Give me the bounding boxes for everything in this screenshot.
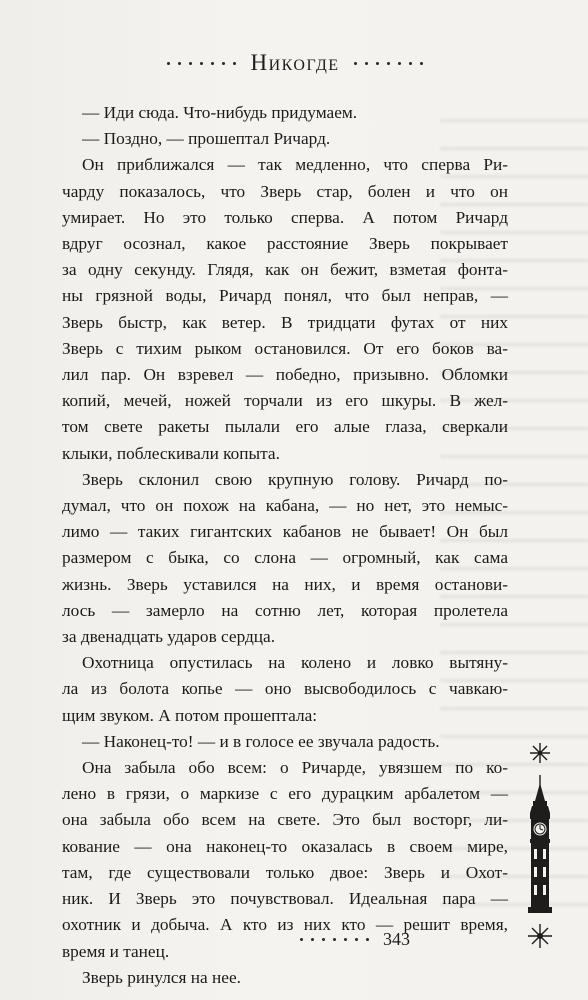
dot-icon [409, 62, 412, 65]
text-line: думал, что он похож на кабана, — но нет, это немыс- [62, 496, 508, 516]
dot-icon [189, 62, 192, 65]
dot-icon [300, 938, 303, 941]
text-line: ла из болота копье — оно высвободилось с чавкаю- [62, 679, 508, 699]
text-line: — Поздно, — прошептал Ричард. [82, 129, 331, 149]
clock-tower-icon [518, 775, 562, 915]
dot-icon [344, 938, 347, 941]
dot-icon [178, 62, 181, 65]
dot-icon [420, 62, 423, 65]
page-footer [300, 925, 510, 953]
text-line: — Иди сюда. Что-нибудь придумаем. [82, 103, 358, 122]
dot-icon [354, 62, 357, 65]
running-header [95, 48, 495, 78]
text-line: копий, мечей, ножей торчали из его шкуры. В жел- [62, 391, 508, 411]
text-line: жизнь. Зверь уставился на них, и время останови- [62, 574, 508, 594]
text-line: за одну секунду. Глядя, как он бежит, взметая фонта- [62, 260, 508, 280]
text-line: Зверь склонил свою крупную голову. Ричард по- [82, 469, 508, 489]
text-line: лимо — таких гигантских кабанов не бывает! Он был [62, 522, 508, 542]
header-dots-left [167, 62, 236, 65]
text-line: ник. И Зверь это почувствовал. Идеальная пара — [62, 889, 508, 909]
dot-icon [222, 62, 225, 65]
text-line: Охотница опустилась на колено и ловко вытяну- [82, 653, 508, 673]
footer-dots [300, 938, 369, 941]
dot-icon [355, 938, 358, 941]
text-line: том свете ракеты пылали его алые глаза, сверкали [62, 417, 508, 437]
text-line: Зверь с тихим рыком остановился. От его боков ва- [62, 338, 508, 358]
dot-icon [311, 938, 314, 941]
dot-icon [333, 938, 336, 941]
text-line: кование — она наконец-то оказалась в своем мире, [62, 836, 508, 856]
text-line: охотник и добыча. А кто из них кто — решит время, [62, 915, 508, 935]
text-line: она забыла обо всем на свете. Это был восторг, ли- [62, 810, 508, 830]
text-line: щим звуком. А потом прошептала: [62, 705, 318, 725]
star-icon [518, 742, 562, 764]
dot-icon [322, 938, 325, 941]
dot-icon [387, 62, 390, 65]
text-line: Зверь ринулся на нее. [82, 967, 241, 987]
dot-icon [366, 938, 369, 941]
text-line: Он приближался — так медленно, что сперва Ри- [82, 155, 508, 175]
dot-icon [167, 62, 170, 65]
dot-icon [376, 62, 379, 65]
text-line: лено в грязи, о маркизе с его дурацким арбалетом — [62, 784, 508, 804]
text-line: умирает. Но это только сперва. А потом Ричард [62, 207, 508, 227]
text-line: чарду показалось, что Зверь стар, болен и что он [62, 181, 508, 201]
dot-icon [233, 62, 236, 65]
body-text [62, 100, 508, 991]
text-line: вдруг осознал, какое расстояние Зверь покрывает [62, 234, 508, 254]
dot-icon [211, 62, 214, 65]
text-line: там, где существовали только двое: Зверь и Охот- [62, 862, 508, 882]
text-line: ны грязной воды, Ричард понял, что был неправ, — [62, 286, 508, 306]
page-number: 343 [383, 928, 410, 949]
text-line: размером с быка, со слона — огромный, как сама [62, 548, 508, 568]
running-title: Никогде [250, 50, 340, 75]
text-line: лось — замерло на сотню лет, которая пролетела [62, 600, 508, 620]
text-line: за двенадцать ударов сердца. [62, 627, 276, 647]
header-dots-right [354, 62, 423, 65]
text-line: время и танец. [62, 941, 170, 961]
text-line: — Наконец-то! — и в голосе ее звучала радость. [82, 731, 440, 751]
text-line: Зверь быстр, как ветер. В тридцати футах от них [62, 312, 508, 332]
text-line: Она забыла обо всем: о Ричарде, увязшем по ко- [82, 758, 508, 778]
text-line: лил пар. Он взревел — победно, призывно. Обломки [62, 365, 508, 385]
text-line: клыки, поблескивали копыта. [62, 443, 280, 463]
dot-icon [398, 62, 401, 65]
dot-icon [200, 62, 203, 65]
dot-icon [365, 62, 368, 65]
star-icon [518, 923, 562, 949]
